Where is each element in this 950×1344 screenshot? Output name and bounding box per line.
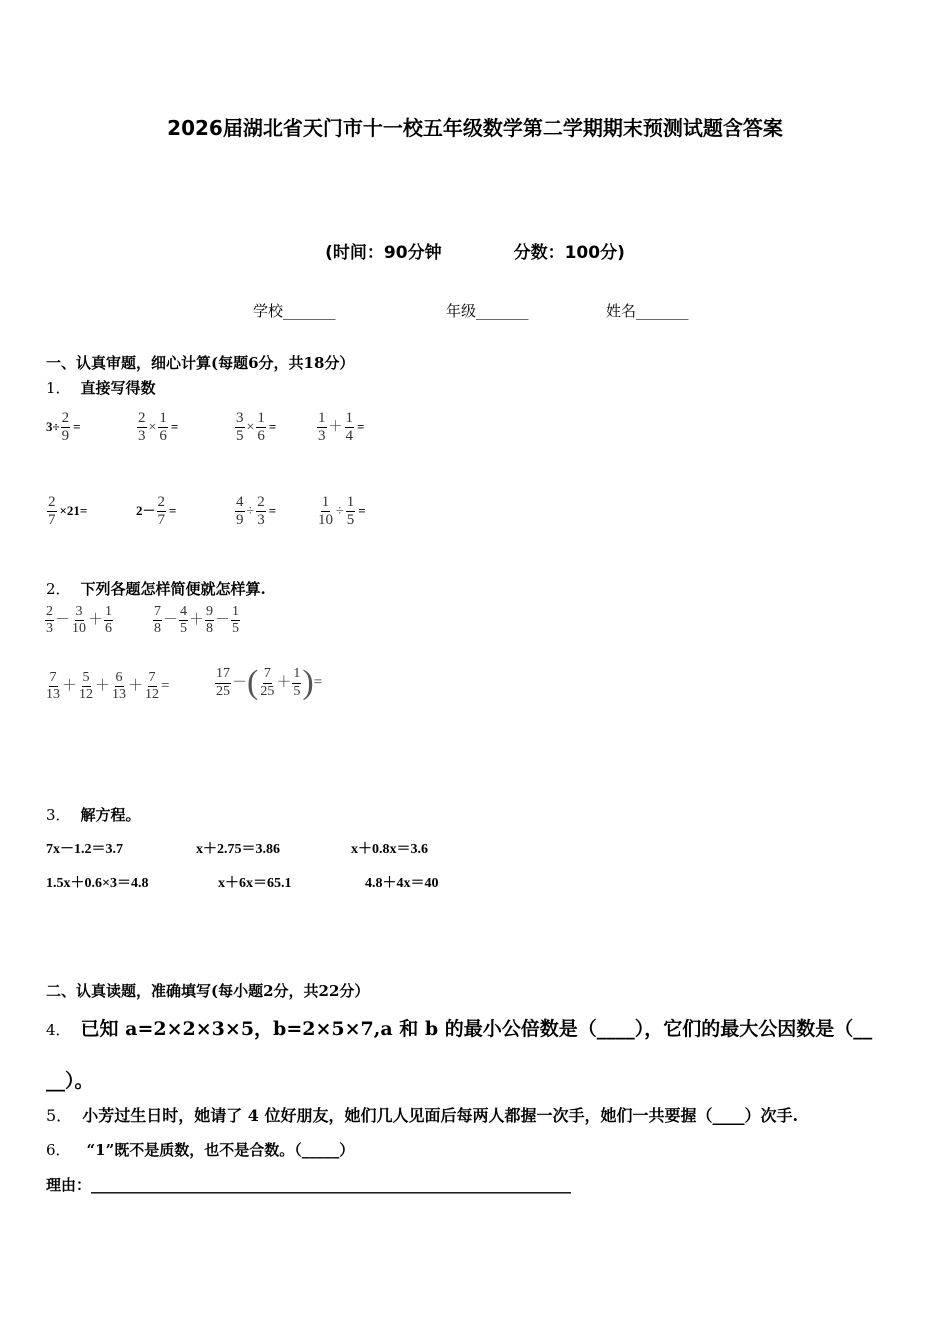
operator: －: [55, 612, 71, 629]
expr-tail: =: [169, 502, 177, 518]
name-field[interactable]: 姓名_______: [606, 302, 689, 320]
expr-tail: =: [73, 418, 81, 434]
oral-calc-2: [136, 410, 178, 446]
fraction: $\frac{1}{6}$: [105, 604, 113, 637]
question-3: [46, 804, 141, 825]
question-6: [46, 1139, 354, 1160]
question-3-text: 解方程。: [80, 806, 141, 824]
simplify-expr-2: [152, 604, 241, 637]
equation-5: x＋6x＝65.1: [218, 876, 292, 891]
fraction: $\frac{7}{12}$: [145, 670, 160, 703]
fraction: $\frac{1}{5}$: [346, 494, 355, 529]
fraction: $\frac{7}{8}$: [154, 604, 161, 637]
operator: ＋: [88, 612, 104, 629]
fraction: $\frac{4}{5}$: [180, 604, 188, 637]
fraction: $\frac{4}{9}$: [236, 494, 244, 529]
grade-field[interactable]: 年级_______: [446, 302, 529, 320]
operator: －: [163, 612, 179, 629]
fraction: $\frac{1}{6}$: [257, 410, 265, 445]
question-4: [46, 1014, 872, 1041]
fraction: $\frac{1}{10}$: [318, 494, 333, 529]
page-title: 2026届湖北省天门市十一校五年级数学第二学期期末预测试题含答案: [167, 116, 783, 140]
section2-heading: 二、认真读题，准确填写(每小题2分，共22分）: [46, 982, 370, 1000]
expr-tail: ×21=: [59, 502, 88, 518]
question-6-number: 6．: [46, 1141, 71, 1159]
fraction: $\frac{7}{25}$: [260, 666, 275, 699]
equation-6: 4.8＋4x＝40: [365, 876, 439, 891]
operator: －: [232, 674, 248, 691]
equals: =: [313, 674, 323, 691]
question-4-text: 已知 a=2×2×3×5，b=2×5×7,a 和 b 的最小公倍数是（____），它们的最大公因数是（__: [80, 1018, 873, 1040]
equation-2: x＋2.75＝3.86: [196, 842, 280, 857]
question-5-number: 5．: [46, 1106, 73, 1125]
question-2: [46, 578, 266, 599]
fraction: $\frac{2}{9}$: [61, 410, 70, 445]
expr-tail: =: [268, 502, 277, 518]
oral-calc-5: [46, 494, 87, 530]
simplify-expr-3: [44, 670, 170, 703]
question-4-text-cont: __）。: [46, 1070, 94, 1092]
fraction: $\frac{2}{7}$: [48, 494, 56, 529]
fraction: $\frac{1}{4}$: [345, 410, 353, 445]
operator: ＋: [276, 674, 292, 691]
section1-heading: 一、认真审题，细心计算(每题6分，共18分）: [46, 354, 355, 372]
paren-left-icon: (: [247, 664, 259, 701]
fraction: $\frac{1}{3}$: [318, 410, 326, 445]
equation-4: 1.5x＋0.6×3＝4.8: [46, 876, 149, 891]
question-4-number: 4．: [46, 1021, 71, 1039]
operator: ×: [246, 419, 255, 435]
question-3-number: 3．: [46, 806, 71, 824]
fraction: $\frac{1}{5}$: [293, 666, 301, 699]
fraction: $\frac{2}{3}$: [138, 410, 146, 445]
question-6-text: “1”既不是质数，也不是合数。（_____）: [86, 1141, 355, 1159]
fraction: $\frac{1}{6}$: [159, 410, 167, 445]
oral-calc-3: [234, 410, 276, 446]
operator: ×: [148, 419, 157, 435]
simplify-expr-4: [214, 664, 322, 702]
fraction: $\frac{2}{3}$: [46, 604, 53, 637]
expr-lead: 3÷: [46, 418, 60, 434]
oral-calc-1: [46, 410, 81, 446]
expr-tail: =: [357, 418, 365, 434]
operator: ＋: [95, 678, 111, 695]
expr-lead: 2－: [136, 502, 156, 518]
operator: ＋: [62, 678, 78, 695]
oral-calc-4: [316, 410, 364, 446]
fraction: $\frac{9}{8}$: [206, 604, 214, 637]
question-2-text: 下列各题怎样简便就怎样算.: [80, 580, 266, 598]
fraction: $\frac{2}{7}$: [157, 494, 166, 529]
school-field[interactable]: 学校_______: [253, 302, 336, 320]
paren-right-icon: ): [302, 664, 314, 701]
oral-calc-8: [316, 494, 366, 530]
operator: ＋: [189, 612, 205, 629]
simplify-expr-1: [44, 604, 114, 637]
question-1-text: 直接写得数: [80, 379, 156, 397]
operator: ÷: [336, 503, 344, 519]
operator: ＋: [128, 678, 144, 695]
fraction: $\frac{7}{13}$: [46, 670, 60, 703]
operator: －: [215, 612, 231, 629]
fraction: $\frac{1}{5}$: [232, 604, 240, 637]
fraction: $\frac{3}{5}$: [236, 410, 244, 445]
exam-time: (时间：90分钟: [325, 243, 442, 263]
equation-1: 7x－1.2＝3.7: [46, 842, 123, 857]
operator: ÷: [246, 503, 255, 519]
question-5-text: 小芳过生日时，她请了 4 位好朋友，她们几人见面后每两人都握一次手，她们一共要握（____）次手.: [82, 1106, 799, 1125]
expr-tail: =: [358, 502, 366, 518]
question-5: [46, 1103, 798, 1126]
fraction: $\frac{17}{25}$: [216, 666, 230, 699]
operator: ＋: [328, 419, 343, 435]
fraction: $\frac{3}{10}$: [72, 604, 87, 637]
question-1: [46, 377, 156, 398]
exam-score: 分数：100分): [513, 243, 625, 263]
equation-3: x＋0.8x＝3.6: [351, 842, 428, 857]
expr-tail: =: [161, 678, 170, 695]
oral-calc-6: [136, 494, 176, 530]
expr-tail: =: [170, 418, 179, 434]
exam-meta: [0, 238, 950, 263]
fraction: $\frac{2}{3}$: [257, 494, 265, 529]
fraction: $\frac{5}{12}$: [79, 670, 94, 703]
fraction: $\frac{6}{13}$: [112, 670, 127, 703]
oral-calc-7: [234, 494, 276, 530]
question-2-number: 2．: [46, 580, 71, 598]
question-6-reason[interactable]: 理由：________________________________________________________________: [46, 1176, 572, 1194]
question-1-number: 1．: [46, 379, 71, 397]
expr-tail: =: [268, 418, 277, 434]
